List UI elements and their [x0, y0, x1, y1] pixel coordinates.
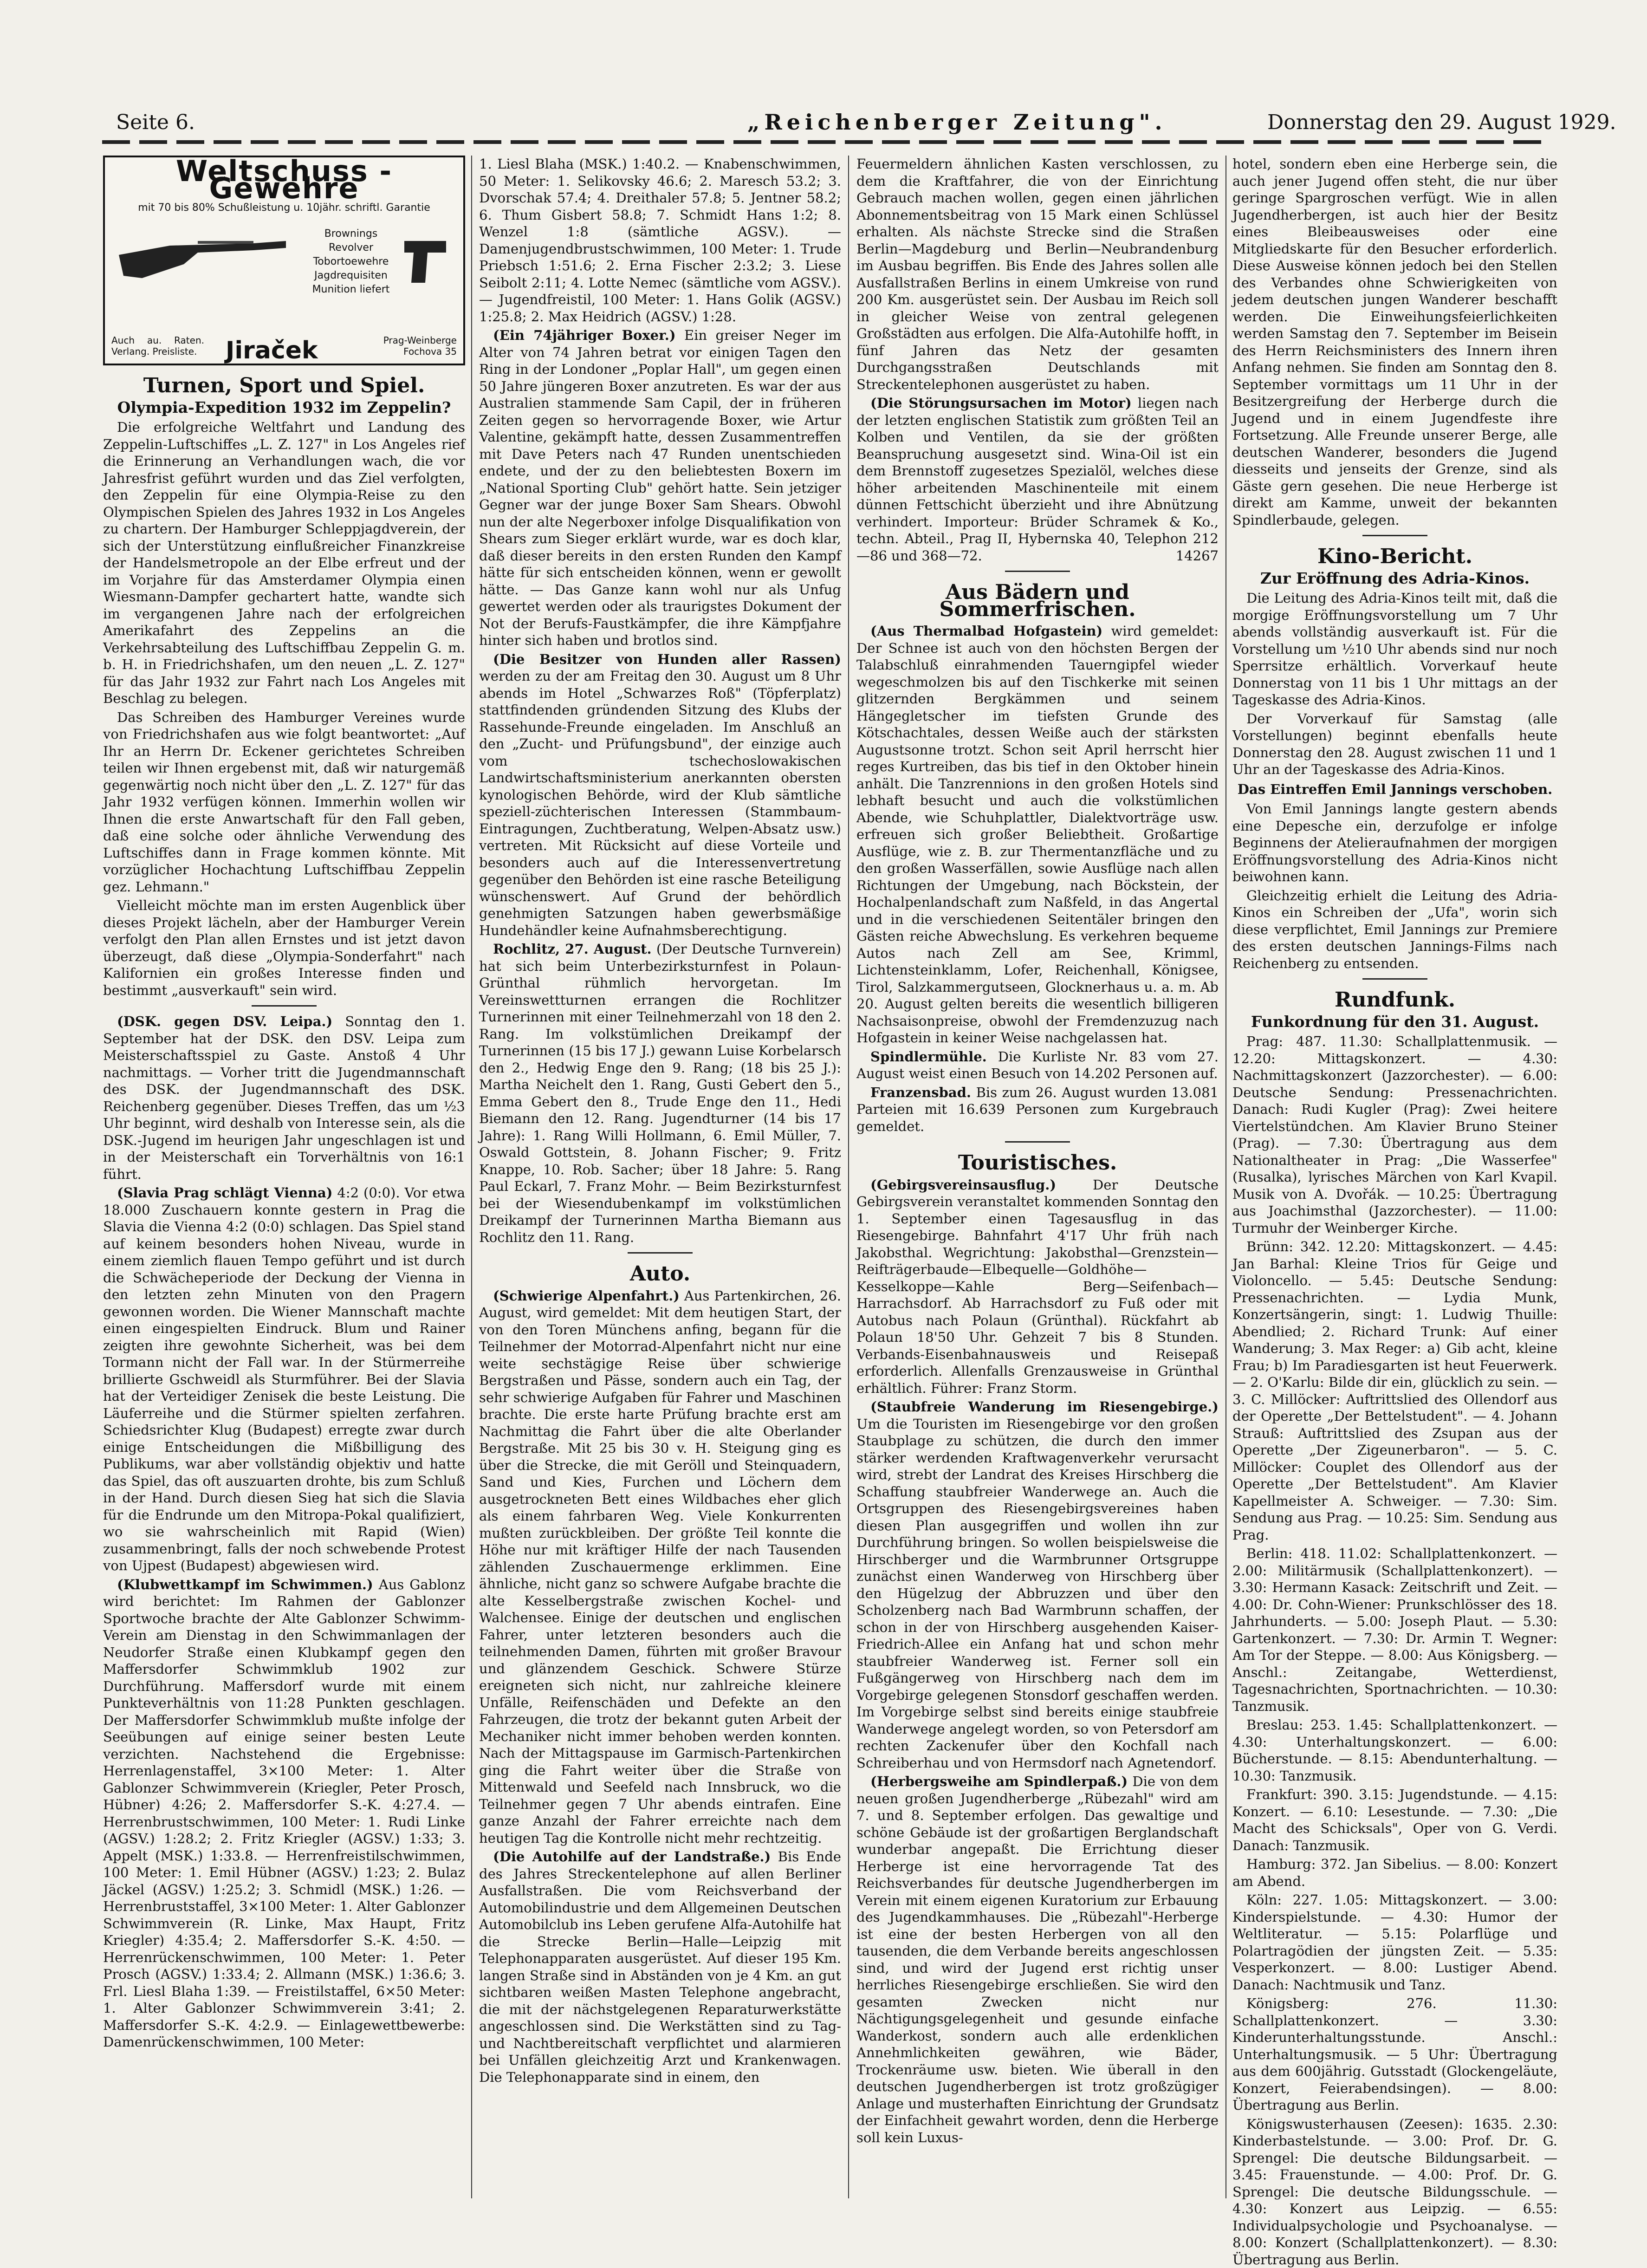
article-text: Bis Ende des Jahres Streckentelephone auf allen Berliner Ausfallstraßen. Die vom Reichsverband der Automobilindustrie und dem Allgemeinen Deutschen Automobilclub ins Leben gerufene Alfa-Autohilfe hat die Strecke Berlin—Halle—Leipzig mit Telephonapparaten ausgerüstet. Auf dieser 195 Km. langen Straße sind in Abständen von je 4 Km. an gut sichtbaren weißen Masten Telephone angebracht, die mit der nächstgelegenen Reparaturwerkstätte angeschlossen sind. Die Werkstätten sind zu Tag- und Nachtbereitschaft verpflichtet und alarmieren bei Unfällen gleichzeitig Arzt und Krankenwagen. Die Telephonapparate sind in einem, den — [479, 1849, 841, 2085]
ad-terms: Auch au. Raten. Verlang. Preisliste. — [111, 335, 204, 357]
ad-item: Revolver — [305, 241, 397, 255]
article-paragraph — [856, 623, 1219, 1046]
article-title: (Die Autohilfe auf der Landstraße.) — [493, 1849, 771, 1865]
article-text: Um die Touristen im Riesengebirge vor den großen Staubplage zu schützen, die durch den immer stärker werdenden Kraftwagenverkehr verursacht wird, strebt der Landrat des Kreises Hirschberg die Schaffung staubfreier Wanderwege an. Auch die Ortsgruppen des Riesengebirgsvereines haben diesen Plan ausgegriffen und wollen ihn zur Durchführung bringen. So wollen beispielsweise die Hirschberger und die Warmbrunner Ortsgruppe zunächst einen Wanderweg von Hirschberg über den Hügelzug der Abbruzzen und über den Scholzenberg nach Bad Warmbrunn schaffen, der schon in der von Hirschberg ausgehenden Kaiser-Friedrich-Allee ein Anfang hat und schon mehr staubfreier Wanderweg ist. Ferner soll ein Fußgängerweg von Hirschberg nach dem im Vorgebirge gelegenen Stonsdorf geschaffen werden. Im Vorgebirge selbst sind bereits einige staubfreie Wanderwege angelegt worden, so von Petersdorf am rechten Zackenufer über den Kochfall nach Schreiberhau und von Hermsdorf nach Agnetendorf. — [856, 1416, 1219, 1771]
radio-listing: Prag: 487. 11.30: Schallplattenmusik. — 12.20: Mittagskonzert. — 4.30: Nachmittagskonzert (Jazzorchester). — 6.00: Deutsche Sendung: Pressenachrichten. Danach: Rudi Kugler (Prag): Zwei heitere Viertelstündchen. Am Klavier Bruno Steiner (Prag). — 7.30: Übertragung aus dem Nationaltheater in Prag: „Die Wasserfee" (Rusalka), lyrisches Märchen von Karl Kvapil. Musik von A. Dvořák. — 10.25: Übertragung aus Joachimsthal (Jazzorchester). — 11.00: Turmuhr der Weinberger Kirche. — [1232, 1033, 1557, 1236]
article-paragraph: Vielleicht möchte man im ersten Augenblick über dieses Projekt lächeln, aber der Hamburger Verein verfolgt den Plan allen Ernstes und ist jetzt davon überzeugt, daß diese „Olympia-Sonderfahrt" nach Kalifornien ein großes Interesse finden und bestimmt „ausverkauft" sein wird. — [103, 897, 465, 999]
article-paragraph — [856, 1398, 1219, 1771]
article-title: (Slavia Prag schlägt Vienna) — [117, 1185, 332, 1201]
radio-listing: Frankfurt: 390. 3.15: Jugendstunde. — 4.15: Konzert. — 6.10: Lesestunde. — 7.30: „Die Macht des Schicksals", Oper von G. Verdi. Danach: Tanzmusik. — [1232, 1786, 1557, 1854]
ad-item: Munition liefert — [305, 283, 397, 297]
article-text: Sonntag den 1. September hat der DSK. den DSV. Leipa zum Meisterschaftsspiel zu Gaste. Anstoß 4 Uhr nachmittags. — Vorher tritt die Jugendmannschaft des DSK. der Jugendmannschaft des DSK. Reichenberg gegenüber. Dieses Treffen, das um ½3 Uhr beginnt, wird deshalb von Interesse sein, als die DSK.-Jugend im heurigen Jahr ungeschlagen ist und in der Meisterschaft ein Torverhältnis von 16:1 führt. — [103, 1014, 465, 1182]
article-text: Aus Gablonz wird berichtet: Im Rahmen der Gablonzer Sportwoche brachte der Alte Gablonzer Schwimm-Verein am Dienstag in den Schwimmanlagen der Neudorfer Straße einen Klubkampf gegen den Maffersdorfer Schwimmklub 1902 zur Durchführung. Maffersdorf wurde mit einem Punkteverhältnis von 11:28 Punkten geschlagen. Der Maffersdorfer Schwimmklub mußte infolge der Seeübungen auf einige seiner besten Leute verzichten. Nachstehend die Ergebnisse: Herrenlagenstaffel, 3×100 Meter: 1. Alter Gablonzer Schwimmverein (Kriegler, Peter Prosch, Hübner) 4:26; 2. Maffersdorfer S.-K. 4:27.4. — Herrenbrustschwimmen, 100 Meter: 1. Rudi Linke (AGSV.) 1:28.2; 2. Fritz Kriegler (AGSV.) 1:33; 3. Appelt (MSK.) 1:33.8. — Herrenfreistilschwimmen, 100 Meter: 1. Emil Hübner (AGSV.) 1:23; 2. Bulaz Jäckel (AGSV.) 1:25.2; 3. Schmidl (MSK.) 1:26. — Herrenbruststaffel, 3×100 Meter: 1. Alter Gablonzer Schwimmverein (R. Linke, Max Haupt, Fritz Kriegler) 4:35.4; 2. Maffersdorfer S.-K. 4:50. — Herrenrückenschwimmen, 100 Meter: 1. Peter Prosch (AGSV.) 1:33.4; 2. Allmann (MSK.) 1:36.6; 3. Frl. Liesl Blaha 1:39. — Freistilstaffel, 6×50 Meter: 1. Alter Gablonzer Schwimmverein 3:41; 2. Maffersdorfer S.-K. 4:2.9. — Einlagewettbewerbe: Damenrückenschwimmen, 100 Meter: — [103, 1577, 465, 2050]
article-headline: Funkordnung für den 31. August. — [1232, 1014, 1557, 1031]
article-headline: Zur Eröffnung des Adria-Kinos. — [1232, 570, 1557, 587]
column-2 — [479, 156, 841, 2208]
section-title: Touristisches. — [856, 1155, 1219, 1172]
radio-listing: Hamburg: 372. Jan Sibelius. — 8.00: Konzert am Abend. — [1232, 1856, 1557, 1890]
article-text: 4:2 (0:0). Vor etwa 18.000 Zuschauern konnte gestern in Prag die Slavia die Vienna 4:2 (0:0) schlagen. Das Spiel stand auf keinem besonders hohen Niveau, wurde in einem ziemlich flauen Tempo geführt und ist durch die Schwächeperiode der Deckung der Vienna in den letzten zehn Minuten von den Pragern gewonnen worden. Die Wiener Mannschaft machte einen eingespielten Eindruck. Blum und Rainer zeigten ihre gewohnte Sicherheit, was bei dem Tormann nicht der Fall war. In der Stürmerreihe brillierte Gschweidl als Sturmführer. Bei der Slavia hat der Verteidiger Zenisek die beste Leistung. Die Läuferreihe und die Stürmer spielten zerfahren. Schiedsrichter Klug (Budapest) erregte zwar durch einige Entscheidungen die Mißbilligung des Publikums, war aber vollständig objektiv und hatte das Spiel, das oft auszuarten drohte, bis zum Schluß in der Hand. Durch diesen Sieg hat sich die Slavia für die Endrunde um den Mitropa-Pokal qualifiziert, wo sie wahrscheinlich mit Rapid (Wien) zusammenbringt, falls der noch schwebende Protest von Ujpest (Budapest) abgewiesen wird. — [103, 1185, 465, 1573]
ad-item: Jagdrequisiten — [305, 269, 397, 283]
article-paragraph — [856, 1084, 1219, 1135]
article-text: liegen nach der letzten englischen Statistik zum größten Teil an Kolben und Ventilen, da sie der größten Beanspruchung ausgesetzt sind. Wina-Oil ist ein dem Brennstoff zugesetzes Spezialöl, welches diese höher arbeitenden Maschinenteile mit einem dünnen Fettschicht überzieht und ihre Abnützung verhindert. Importeur: Brüder Schramek & Ko., techn. Abteil., Prag II, Hybernska 40, Telephon 212—86 und 368—72. — [856, 395, 1219, 564]
header-rule — [102, 140, 1550, 144]
section-title: Auto. — [479, 1266, 841, 1283]
article-paragraph: hotel, sondern eben eine Herberge sein, die auch jener Jugend offen steht, die nur über geringe Spargroschen verfügt. Wie in allen Jugendherbergen, ist auch hier der Besitz eines Bleibeausweises oder eine Mitgliedskarte für den Besucher erforderlich. Diese Ausweise können jedoch bei den Stellen des Verbandes ohne Schwierigkeiten von jedem deutschen jungen Wanderer beschafft werden. Die Einweihungsfeierlichkeiten werden Samstag den 7. September im Beisein des Herrn Reichsministers des Innern ihren Anfang nehmen. Sie finden am Sonntag den 8. September vormittags um 11 Uhr in der Besitzergreifung der Herberge durch die Jugend und in einem Jugendfeste ihre Fortsetzung. Alle Freunde unserer Berge, alle deutschen Wanderer, besonders die Jugend diesseits und jenseits der Grenze, sind als Gäste gern gesehen. Die neue Herberge ist direkt am Kamme, unweit der bekannten Spindlerbaude, gelegen. — [1232, 156, 1557, 528]
article-paragraph: Das Schreiben des Hamburger Vereines wurde von Friedrichshafen aus wie folgt beantwortet: „Auf Ihr an Herrn Dr. Eckener gerichtetes Schreiben teilen wir Ihnen ergebenst mit, daß wir naturgemäß gegenwärtig noch nicht über den „L. Z. 127" für das Jahr 1932 verfügen können. Immerhin wollen wir Ihnen die erste Anwartschaft für den Fall geben, daß eine solche oder ähnliche Verwendung des Luftschiffes dann in Frage kommen könnte. Mit vorzüglicher Hochachtung Luftschiffbau Zeppelin gez. Lehmann." — [103, 709, 465, 896]
article-paragraph — [856, 1773, 1219, 2146]
article-title: (Klubwettkampf im Schwimmen.) — [117, 1577, 373, 1592]
section-title: Kino-Bericht. — [1232, 548, 1557, 565]
radio-listing: Breslau: 253. 1.45: Schallplattenkonzert. — 4.30: Unterhaltungskonzert. — 6.00: Bücherstunde. — 8.15: Abendunterhaltung. — 10.30: Tanzmusik. — [1232, 1716, 1557, 1784]
column-1 — [103, 156, 465, 2208]
article-text: Aus Partenkirchen, 26. August, wird gemeldet: Mit dem heutigen Start, der von den Toren Münchens anfing, begann für die Teilnehmer der Motorrad-Alpenfahrt nicht nur eine weite sechstägige Reise über schwierige Bergstraßen und Pässe, sondern auch ein Tag, der sehr schwierige Aufgaben für Fahrer und Maschinen brachte. Die erste harte Prüfung brachte erst am Nachmittag die Fahrt über die alte Oberlander Bergstraße. Mit 25 bis 30 v. H. Steigung ging es über die Strecke, die mit Geröll und Steinquadern, Sand und Kies, Furchen und Löchern dem ausgetrockneten Bett eines Wildbaches eher glich als einem fahrbaren Weg. Viele Konkurrenten mußten zurückbleiben. Der größte Teil konnte die Höhe nur mit kräftiger Hilfe der nach Tausenden zählenden Zuschauermenge erklimmen. Eine ähnliche, nicht ganz so schwere Aufgabe brachte die alte Kesselbergstraße zwischen Kochel- und Walchensee. Einige der deutschen und englischen Fahrer, unter letzteren besonders auch die teilnehmenden Damen, führten mit großer Bravour und glänzendem Geschick. Schwere Stürze ereigneten sich nicht, nur zahlreiche kleinere Unfälle, Reifenschäden und Defekte an den Fahrzeugen, die trotz der bekannt guten Arbeit der Mechaniker nicht immer behoben werden konnten. Nach der Mittagspause im Garmisch-Partenkirchen ging die Fahrt weiter über die Straße von Mittenwald und Seefeld nach Innsbruck, wo die Teilnehmer gegen 7 Uhr abends eintrafen. Eine ganze Anzahl der Fahrer erreichte nach dem heutigen Tag die Kontrolle nicht mehr rechtzeitig. — [479, 1288, 841, 1846]
ad-subtitle: mit 70 bis 80% Schußleistung u. 10jähr. schriftl. Garantie — [111, 200, 457, 217]
column-divider — [471, 156, 472, 2198]
article-title: (Aus Thermalbad Hofgastein) — [870, 623, 1102, 639]
article-paragraph — [856, 395, 1219, 564]
article-headline: Olympia-Expedition 1932 im Zeppelin? — [103, 399, 465, 416]
separator-rule — [628, 1252, 693, 1254]
article-paragraph: Gleichzeitig erhielt die Leitung des Adria-Kinos ein Schreiben der „Ufa", worin sich diese verpflichtet, Emil Jannings zur Premiere des ersten deutschen Jannings-Films nach Reichenberg zu entsenden. — [1232, 887, 1557, 972]
separator-rule — [1362, 535, 1427, 536]
ad-item: Brownings — [305, 227, 397, 241]
ad-item: Tobortoewehre — [305, 255, 397, 269]
article-paragraph — [103, 1184, 465, 1574]
article-paragraph — [856, 1048, 1219, 1082]
page-number: Seite 6. — [116, 110, 195, 134]
gun-advertisement — [103, 156, 465, 365]
article-text: (Der Deutsche Turnverein) hat sich beim Unterbezirksturnfest in Polaun-Grünthal rühmlich hervorgetan. Im Vereinswettturnen errangen die Rochlitzer Turnerinnen mit einer Teilnehmerzahl von 18 den 2. Rang. Im volkstümlichen Dreikampf der Turnerinnen (15 bis 17 J.) gewann Luise Korbelarsch den 2., Hedwig Enge den 9. Rang; (18 bis 25 J.): Martha Neichelt den 1. Rang, Gusti Gebert den 5., Emma Gebert den 8., Trude Enge den 11., Hedi Biemann den 12. Rang. Jugendturner (14 bis 17 Jahre): 1. Rang Willi Hollmann, 6. Emil Müller, 7. Oswald Gottstein, 8. Johann Fischer; 9. Fritz Knappe, 10. Rob. Sacher; über 18 Jahre: 5. Rang Paul Eckarl, 7. Franz Mohr. — Beim Bezirksturnfest bei der Wiesendubenkampf im volkstümlichen Dreikampf der Turnerinnen Martha Biemann aus Rochlitz den 11. Rang. — [479, 941, 841, 1245]
article-title: (Gebirgsvereinsausflug.) — [870, 1177, 1056, 1193]
article-title: (DSK. gegen DSV. Leipa.) — [117, 1014, 332, 1029]
radio-listing: Köln: 227. 1.05: Mittagskonzert. — 3.00: Kinderspielstunde. — 4.30: Humor der Weltliteratur. — 5.15: Polarflüge und Polartragödien der jüngsten Zeit. — 5.35: Vesperkonzert. — 8.00: Lustiger Abend. Danach: Nachtmusik und Tanz. — [1232, 1891, 1557, 1993]
article-title: Spindlermühle. — [870, 1049, 987, 1065]
article-paragraph — [479, 327, 841, 649]
article-paragraph: Von Emil Jannings langte gestern abends eine Depesche ein, derzufolge er infolge Beginnens der Atelieraufnahmen der morgigen Eröffnungsvorstellung des Adria-Kinos nicht beiwohnen kann. — [1232, 800, 1557, 885]
separator-rule — [252, 1005, 317, 1007]
separator-rule — [1362, 978, 1427, 980]
article-paragraph: Der Vorverkauf für Samstag (alle Vorstellungen) beginnt ebenfalls heute Donnerstag den 28. August zwischen 11 und 1 Uhr an der Tageskasse des Adria-Kinos. — [1232, 710, 1557, 778]
article-paragraph — [103, 1013, 465, 1183]
section-title: Rundfunk. — [1232, 992, 1557, 1009]
section-title: Turnen, Sport und Spiel. — [103, 377, 465, 395]
article-text: Bis zum 26. August wurden 13.081 Parteien mit 16.639 Personen zum Kurgebrauch gemeldet. — [856, 1085, 1219, 1134]
radio-listing: Berlin: 418. 11.02: Schallplattenkonzert. — 2.00: Militärmusik (Schallplattenkonzert). — 3.30: Hermann Kasack: Zeitschrift und Zeit. — 4.00: Dr. Cohn-Wiener: Prunkschlösser des 18. Jahrhunderts. — 5.00: Joseph Plaut. — 5.30: Gartenkonzert. — 7.30: Dr. Armin T. Wegner: Am Tor der Steppe. — 8.00: Aus Königsberg. — Anschl.: Zeitangabe, Wetterdienst, Tagesnachrichten, Sportnachrichten. — 10.30: Tanzmusik. — [1232, 1545, 1557, 1715]
article-title: (Staubfreie Wanderung im Riesengebirge.) — [870, 1399, 1219, 1415]
radio-listing: Königswusterhausen (Zeesen): 1635. 2.30: Kinderbastelstunde. — 3.00: Prof. Dr. G. Sprengel: Die deutsche Bildungsarbeit. — 3.45: Frauenstunde. — 4.00: Prof. Dr. G. Sprengel: Die deutsche Bildungsschule. — 4.30: Konzert aus Leipzig. — 6.55: Individualpsychologie und Psychoanalyse. — 8.00: Konzert (Schallplattenkonzert). — 8.30: Übertragung aus Berlin. — [1232, 2116, 1557, 2268]
column-4 — [1232, 156, 1557, 2208]
article-paragraph: Die erfolgreiche Weltfahrt und Landung des Zeppelin-Luftschiffes „L. Z. 127" in Los Angeles rief die Erinnerung an Verhandlungen wach, die vor Jahresfrist geführt wurden und das Ziel verfolgten, den Zeppelin für eine Olympia-Reise zu den Olympischen Spielen des Jahres 1932 in Los Angeles zu chartern. Der Hamburger Schleppjagdverein, der sich der Unterstützung einflußreicher Finanzkreise der Handelsmetropole an der Elbe erfreut und der im Vorjahre für das Amsterdamer Olympia einen Wiesmann-Dampfer gechartert hatte, wandte sich im vergangenen Jahre nach der erfolgreichen Amerikafahrt des Zeppelins an die Verkehrsabteilung des Luftschiffbau Zeppelin G. m. b. H. in Friedrichshafen, um den neuen „L. Z. 127" für das Jahr 1932 zur Fahrt nach Los Angeles mit Beschlag zu belegen. — [103, 419, 465, 707]
article-title: (Herbergsweihe am Spindlerpaß.) — [870, 1774, 1128, 1789]
article-title: Rochlitz, 27. August. — [493, 941, 652, 957]
article-paragraph: Die Leitung des Adria-Kinos teilt mit, daß die morgige Eröffnungsvorstellung um 7 Uhr abends vollständig ausverkauft ist. Für die Vorstellung um ½10 Uhr abends sind nur noch Sperrsitze erhältlich. Vorverkauf heute Donnerstag von 11 bis 1 Uhr mittags an der Tageskasse des Adria-Kinos. — [1232, 590, 1557, 708]
article-title: (Die Störungsursachen im Motor) — [870, 395, 1132, 411]
article-text: Die von dem neuen großen Jugendherberge „Rübezahl" wird am 7. und 8. September erfolgen. Das gewaltige und schöne Gebäude ist der großartigen Berglandschaft wunderbar angepaßt. Die Errichtung dieser Herberge ist eine hervorragende Tat des Reichsverbandes für deutsche Jugendherbergen im Verein mit einem eigenen Kuratorium zur Erbauung des Jugendkammhauses. Die „Rübezahl"-Herberge ist eine der besten Herbergen von all den tausenden, die dem Verbande bereits angeschlossen sind, und wird der Jugend erst richtig unser herrliches Riesengebirge erschließen. Sie wird den gesamten Zwecken nicht nur Nächtigungsgelegenheit und gesunde einfache Wanderkost, sondern auch alle erdenklichen Annehmlichkeiten gewähren, wie Bäder, Trockenräume usw. bieten. Wie überall in den deutschen Jugendherbergen ist trotz großzügiger Anlage und musterhaften Einrichtung der Grundsatz der Einfachheit gewahrt worden, denn die Herberge soll kein Luxus- — [856, 1774, 1219, 2145]
article-text: Ein greiser Neger im Alter von 74 Jahren betrat vor einigen Tagen den Ring in der Londoner „Poplar Hall", um gegen einen 50 Jahre jüngeren Boxer anzutreten. Es war der aus Australien stammende Sam Capil, der in früheren Zeiten gegen so hervorragende Boxer, wie Artur Valentine, gekämpft hatte, dessen Zusammentreffen mit Dave Peters nach 47 Runden unentschieden endete, und der zu den beliebtesten Boxern im „National Sporting Club" gehört hatte. Sein jetziger Gegner war der junge Boxer Sam Shears. Obwohl nun der alte Negerboxer infolge Disqualifikation von Shears zum Sieger erklärt wurde, war es doch klar, daß dieser bereits in den ersten Runden den Kampf hätte für sich entscheiden können, wenn er gewollt hätte. — Das Ganze kann wohl nur als Unfug gewertet werden oder als traurigstes Dokument der Not der Berufs-Faustkämpfer, die ihre Kämpfjahre hinter sich haben und brotlos sind. — [479, 327, 841, 648]
article-paragraph — [479, 941, 841, 1246]
article-paragraph: 1. Liesl Blaha (MSK.) 1:40.2. — Knabenschwimmen, 50 Meter: 1. Selikovsky 46.6; 2. Maresch 53.2; 3. Dvorschak 57.4; 4. Dreithaler 57.8; 5. Jentner 58.2; 6. Thum Gisbert 58.8; 7. Schmidt Hans 1:2; 8. Wenzel 1:8 (sämtliche AGSV.). — Damenjugendbrustschwimmen, 100 Meter: 1. Trude Priebsch 1:51.6; 2. Erna Fischer 2:3.2; 3. Liese Seibolt 2:11; 4. Lotte Nemec (sämtliche vom AGSV.). — Jugendfreistil, 100 Meter: 1. Hans Golik (AGSV.) 1:25.8; 2. Max Heidrich (AGSV.) 1:28. — [479, 156, 841, 325]
article-title: (Schwierige Alpenfahrt.) — [493, 1288, 680, 1304]
article-paragraph — [479, 1287, 841, 1847]
ad-code: 14267 — [1162, 547, 1219, 565]
article-paragraph — [856, 1176, 1219, 1397]
article-text: wird gemeldet: Der Schnee ist auch von den höchsten Bergen der Talabschluß einrahmenden Tauerngipfel wieder wegeschmolzen bis auf den Tischkerke mit seinen glitzernden Bergkämmen und seinem Hängegletscher im tiefsten Grunde des Kötschachtales, dessen Weiße auch der stärksten Augustsonne trotzt. Schon seit April herrscht hier reges Kurtreiben, das bis tief in den Oktober hinein anhält. Die Tanzrennions in den großen Hotels sind lebhaft besucht und auch die volkstümlichen Abende, wie Schuhplattler, Dialektvorträge usw. erfreuen sich großer Beliebtheit. Großartige Ausflüge, wie z. B. zur Thermentanzfläche und zu den großen Wasserfällen, sowie Ausflüge nach allen Richtungen der Umgebung, nach Böckstein, der Hochalpenlandschaft zum Naßfeld, in das Angertal und in die verschiedenen Seitentäler bringen den Gästen reiche Abwechslung. Es verkehren bequeme Autos nach Zell am See, Krimml, Lichtensteinklamm, Lofer, Reichenhall, Königsee, Tirol, Salzkammergutseen, Glocknerhaus u. a. m. Ab 20. August gelten bereits die wesentlich billigeren Nachsaisonpreise, obwohl der Fremdenzuzug nach Hofgastein in keiner Weise nachgelassen hat. — [856, 623, 1219, 1046]
radio-listing: Königsberg: 276. 11.30: Schallplattenkonzert. — 3.30: Kinderunterhaltungsstunde. Anschl.: Unterhaltungsmusik. — 5 Uhr: Übertragung aus dem 600jährig. Gutsstadt (Glockengeläute, Konzert, Feierabendsingen). — 8.00: Übertragung aus Berlin. — [1232, 1995, 1557, 2114]
issue-date: Donnerstag den 29. August 1929. — [1267, 110, 1616, 134]
newspaper-name: „Reichenberger Zeitung". — [747, 110, 1167, 135]
article-text: werden zu der am Freitag den 30. August um 8 Uhr abends im Hotel „Schwarzes Roß" (Töpferplatz) stattfindenden gründenden Sitzung des Klubs der Rassehunde-Freunde eingeladen. Im Anschluß an den „Zucht- und Prüfungsbund", der einzige auch vom tschechoslowakischen Landwirtschaftsministerium anerkannten obersten kynologischen Behörde, wird der Klub sämtliche speziell-züchterischen Interessen (Stammbaum-Eintragungen, Zuchtberatung, Welpen-Absatz usw.) vertreten. Mit Rücksicht auf diese Vorteile und besonders auch auf die Interessenvertretung gegenüber den Behörden ist eine rasche Beteiligung wünschenswert. Auf Grund der behördlich genehmigten Satzungen haben gewerbsmäßige Hundehändler keine Aufnahmsberechtigung. — [479, 668, 841, 938]
article-paragraph — [479, 651, 841, 939]
article-paragraph — [103, 1576, 465, 2051]
article-title: Franzensbad. — [870, 1085, 971, 1100]
separator-rule — [1005, 1141, 1070, 1143]
article-text: Die Kurliste Nr. 83 vom 27. August weist einen Besuch von 14.202 Personen auf. — [856, 1049, 1219, 1082]
section-title: Aus Bädern und Sommerfrischen. — [856, 584, 1219, 618]
rifle-illustration-icon — [114, 227, 291, 283]
article-title: (Ein 74jähriger Boxer.) — [493, 327, 676, 343]
pistol-illustration-icon — [402, 236, 448, 287]
article-paragraph — [479, 1848, 841, 2086]
article-title: (Die Besitzer von Hunden aller Rassen) — [493, 651, 841, 667]
ad-address: Prag-Weinberge Fochova 35 — [373, 335, 457, 357]
separator-rule — [1005, 571, 1070, 572]
ad-item-list — [305, 227, 397, 297]
column-divider — [848, 156, 849, 2198]
ad-title: Weltschuss - Gewehre — [111, 163, 457, 197]
ad-brand: Jiraček — [226, 342, 318, 359]
article-headline: Das Eintreffen Emil Jannings verschoben. — [1232, 781, 1557, 798]
article-text: Der Deutsche Gebirgsverein veranstaltet kommenden Sonntag den 1. September einen Tagesausflug in das Riesengebirge. Bahnfahrt 4'17 Uhr früh nach Jakobsthal. Wegrichtung: Jakobsthal—Grenzstein—Reifträgerbaude—Elbequelle—Goldhöhe—Kesselkoppe—Kahle Berg—Seifenbach—Harrachsdorf. Ab Harrachsdorf zu Fuß oder mit Autobus nach Polaun (Grünthal). Rückfahrt ab Polaun 18'50 Uhr. Gehzeit 7 bis 8 Stunden. Verbands-Eisenbahnausweis und Reisepaß erforderlich. Allenfalls Grenzausweise in Grünthal erhältlich. Führer: Franz Storm. — [856, 1177, 1219, 1396]
radio-listing: Brünn: 342. 12.20: Mittagskonzert. — 4.45: Jan Barhal: Kleine Trios für Geige und Violoncello. — 5.45: Deutsche Sendung: Pressenachrichten. — Lydia Munk, Konzertsängerin, singt: 1. Ludwig Thuille: Abendlied; 2. Richard Trunk: Auf einer Wanderung; 3. Max Reger: a) Gib acht, kleine Frau; b) Im Paradiesgarten ist heut Feuerwerk. — 2. O'Karlu: Bilde dir ein, glücklich zu sein. — 3. C. Millöcker: Auftrittslied des Ollendorf aus der Operette „Der Bettelstudent". — 4. Johann Strauß: Auftrittslied des Zsupan aus der Operette „Der Zigeunerbaron". — 5. C. Millöcker: Couplet des Ollendorf aus der Operette „Der Bettelstudent". Am Klavier Kapellmeister A. Schweiger. — 7.30: Sim. Sendung aus Prag. — 10.25: Sim. Sendung aus Prag. — [1232, 1238, 1557, 1543]
article-paragraph: Feuermeldern ähnlichen Kasten verschlossen, zu dem die Kraftfahrer, die von der Einrichtung Gebrauch machen wollen, gegen einen jährlichen Abonnementsbeitrag von 15 Mark einen Schlüssel erhalten. Als nächste Strecke sind die Straßen Berlin—Magdeburg und Berlin—Neubrandenburg im Ausbau begriffen. Bis Ende des Jahres sollen alle Ausfallstraßen Berlins in einem Umkreise von rund 200 Km. ausgerüstet sein. Der Ausbau im Reich soll in gleicher Weise von zentral gelegenen Großstädten aus erfolgen. Die Alfa-Autohilfe hofft, in fünf Jahren das Netz der gesamten Durchgangsstraßen Deutschlands mit Streckentelephonen ausgerüstet zu haben. — [856, 156, 1219, 393]
column-3 — [856, 156, 1219, 2208]
